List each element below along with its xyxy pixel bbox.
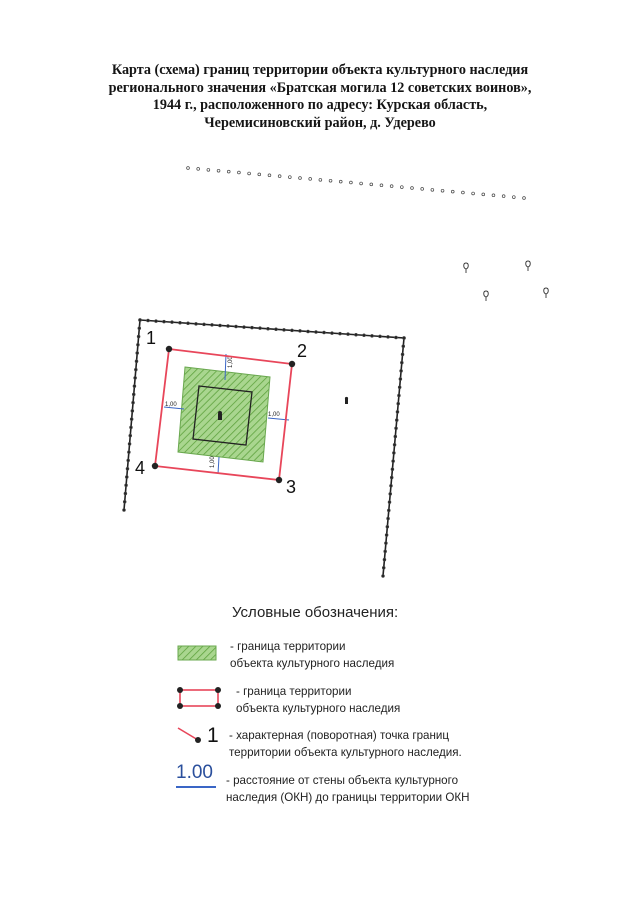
title-line-2: регионального значения «Братская могила 12 советских воинов»,	[108, 79, 532, 96]
small-monument-icon	[345, 397, 348, 404]
legend-distance-underline	[176, 786, 216, 788]
legend-distance-number: 1.00	[176, 762, 213, 783]
tree-icon	[526, 261, 531, 271]
legend-title: Условные обозначения:	[232, 604, 399, 621]
tree-icon	[464, 263, 469, 273]
legend-boundary-symbol	[177, 687, 221, 709]
legend-item-4-text: - расстояние от стены объекта культурного наследия (ОКН) до границы территории ОКН	[226, 774, 470, 804]
okn-territory-hatch	[178, 367, 270, 462]
fence-line-left	[124, 320, 140, 510]
tree-icon	[484, 291, 489, 301]
legend-hatch-symbol	[178, 646, 216, 660]
legend-item-2-text: - граница территории объекта культурного наследия	[236, 685, 401, 715]
legend-point-symbol	[178, 728, 201, 743]
road-dotted-line	[187, 167, 526, 200]
turning-point-2	[289, 361, 295, 367]
turning-point-3	[276, 477, 282, 483]
title-line-1: Карта (схема) границ территории объекта культурного наследия	[111, 62, 529, 78]
title-line-4: Черемисиновский район, д. Удерево	[204, 114, 436, 131]
monument-icon	[218, 411, 222, 420]
legend-item-3-text: - характерная (поворотная) точка границ территории объекта культурного наследия.	[229, 729, 462, 759]
title-line-3: 1944 г., расположенного по адресу: Курская область,	[152, 97, 488, 113]
legend-item-1-text: - граница территории объекта культурного наследия	[230, 640, 395, 670]
legend-point-number: 1	[207, 724, 219, 747]
distance-label-bottom: 1,00	[210, 456, 216, 468]
point-label-2: 2	[297, 341, 308, 361]
tree-icon	[544, 288, 549, 298]
distance-label-top: 1,00	[228, 356, 234, 368]
distance-label-right: 1,00	[268, 412, 280, 418]
point-label-4: 4	[135, 458, 146, 478]
distance-label-left: 1,00	[165, 402, 177, 408]
point-label-1: 1	[146, 328, 157, 348]
turning-point-1	[166, 346, 172, 352]
point-label-3: 3	[286, 477, 297, 497]
tree-icons	[464, 261, 549, 301]
turning-point-4	[152, 463, 158, 469]
